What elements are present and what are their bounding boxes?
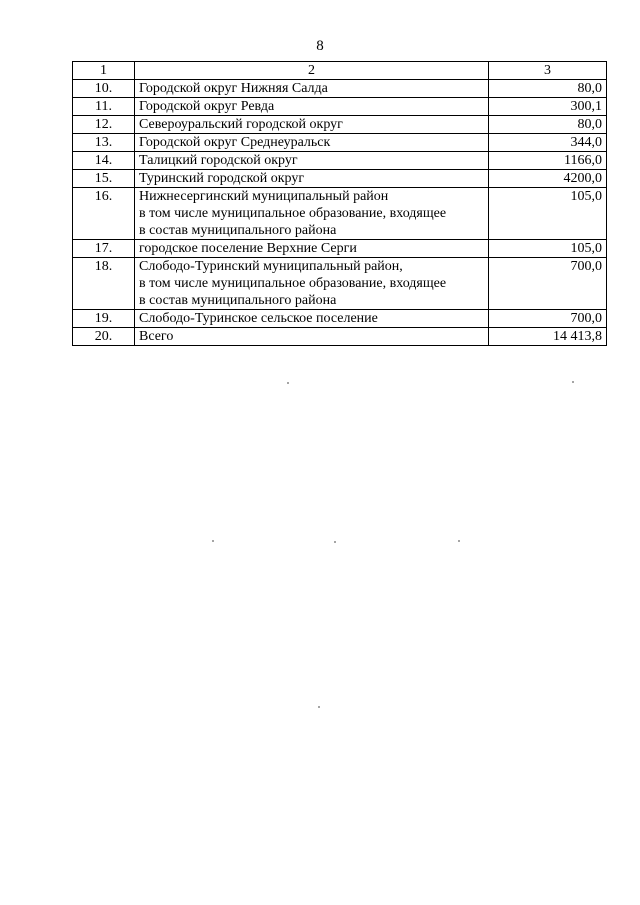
- amount-cell: 700,0: [489, 258, 607, 310]
- amount-cell: 105,0: [489, 240, 607, 258]
- table-header-row: [73, 62, 607, 80]
- municipality-name-line: Слободо-Туринское сельское поселение: [139, 311, 378, 326]
- municipality-name-line: Нижнесергинский муниципальный район: [139, 189, 389, 204]
- municipality-name-line: Талицкий городской округ: [139, 153, 298, 168]
- table-row: [73, 188, 607, 240]
- municipality-name-cell: [135, 152, 489, 170]
- table-row: [73, 98, 607, 116]
- municipality-name-cell: [135, 170, 489, 188]
- table-row: [73, 240, 607, 258]
- municipality-name-line: Городской округ Ревда: [139, 99, 275, 114]
- municipality-name-line: в том числе муниципальное образование, входящее: [139, 206, 447, 221]
- amount-cell: 105,0: [489, 188, 607, 240]
- municipality-name-cell: [135, 80, 489, 98]
- amount-cell: 700,0: [489, 310, 607, 328]
- scan-speck: [334, 541, 336, 543]
- page-number: 8: [316, 38, 324, 54]
- row-number-cell: 13.: [73, 134, 135, 152]
- table-row: [73, 152, 607, 170]
- row-number-cell: 15.: [73, 170, 135, 188]
- municipality-name-line: Слободо-Туринский муниципальный район,: [139, 259, 403, 274]
- municipality-name-cell: [135, 328, 489, 346]
- row-number-cell: 20.: [73, 328, 135, 346]
- scan-speck: [458, 540, 460, 542]
- amount-cell: 14 413,8: [489, 328, 607, 346]
- table-row: [73, 170, 607, 188]
- scan-speck: [318, 706, 320, 708]
- municipality-name-cell: [135, 134, 489, 152]
- municipality-name-cell: [135, 98, 489, 116]
- table-row: [73, 328, 607, 346]
- municipality-name-line: Всего: [139, 329, 174, 344]
- municipality-name-line: в состав муниципального района: [139, 293, 337, 308]
- header-cell-2: 2: [135, 62, 489, 80]
- amount-cell: 1166,0: [489, 152, 607, 170]
- municipality-name-line: Городской округ Среднеуральск: [139, 135, 331, 150]
- row-number-cell: 14.: [73, 152, 135, 170]
- header-cell-3: 3: [489, 62, 607, 80]
- table-row: [73, 258, 607, 310]
- municipality-name-line: в состав муниципального района: [139, 223, 337, 238]
- row-number-cell: 11.: [73, 98, 135, 116]
- row-number-cell: 10.: [73, 80, 135, 98]
- table-row: [73, 116, 607, 134]
- amount-cell: 80,0: [489, 80, 607, 98]
- municipality-name-cell: [135, 116, 489, 134]
- municipality-name-line: Городской округ Нижняя Салда: [139, 81, 328, 96]
- municipality-name-cell: [135, 310, 489, 328]
- table-row: [73, 134, 607, 152]
- allocation-table: [72, 61, 607, 346]
- municipality-name-cell: [135, 240, 489, 258]
- municipality-name-line: Туринский городской округ: [139, 171, 305, 186]
- municipality-name-line: в том числе муниципальное образование, входящее: [139, 276, 447, 291]
- amount-cell: 344,0: [489, 134, 607, 152]
- table-body: [73, 62, 607, 346]
- table-row: [73, 310, 607, 328]
- scan-speck: [212, 540, 214, 542]
- amount-cell: 80,0: [489, 116, 607, 134]
- scan-speck: [572, 381, 574, 383]
- row-number-cell: 12.: [73, 116, 135, 134]
- municipality-name-line: Североуральский городской округ: [139, 117, 343, 132]
- row-number-cell: 16.: [73, 188, 135, 240]
- municipality-name-cell: [135, 258, 489, 310]
- amount-cell: 300,1: [489, 98, 607, 116]
- municipality-name-cell: [135, 188, 489, 240]
- header-cell-1: 1: [73, 62, 135, 80]
- table-row: [73, 80, 607, 98]
- municipality-name-line: городское поселение Верхние Серги: [139, 241, 357, 256]
- row-number-cell: 19.: [73, 310, 135, 328]
- scan-speck: [287, 382, 289, 384]
- row-number-cell: 17.: [73, 240, 135, 258]
- amount-cell: 4200,0: [489, 170, 607, 188]
- row-number-cell: 18.: [73, 258, 135, 310]
